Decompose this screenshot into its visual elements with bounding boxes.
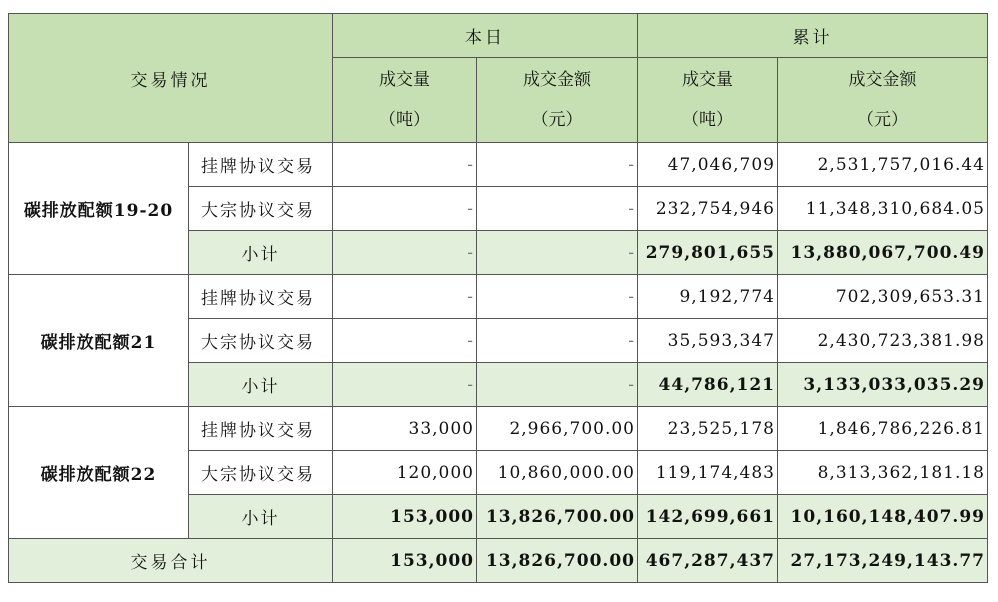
- volume-unit: （吨）: [379, 110, 430, 130]
- carbon-trading-table: [8, 13, 988, 583]
- trade-type: 大宗协议交易: [189, 451, 333, 495]
- grand-total-row: [9, 539, 988, 583]
- grand-total-label: 交易合计: [9, 539, 333, 583]
- total-cumulative-volume: 467,287,437: [638, 539, 778, 583]
- cumulative-volume: 142,699,661: [638, 495, 778, 539]
- subtotal-label: 小计: [189, 495, 333, 539]
- cumulative-volume: 44,786,121: [638, 363, 778, 407]
- cumulative-volume: 119,174,483: [638, 451, 778, 495]
- today-volume: -: [333, 187, 477, 231]
- today-volume: -: [333, 319, 477, 363]
- subtotal-label: 小计: [189, 231, 333, 275]
- amount-unit: （元）: [531, 110, 583, 130]
- cumulative-amount-header: [778, 58, 988, 143]
- today-volume: 153,000: [333, 495, 477, 539]
- today-amount: -: [477, 319, 638, 363]
- group-label: 碳排放配额22: [9, 407, 189, 539]
- table-row: [9, 143, 988, 187]
- today-amount: -: [477, 363, 638, 407]
- today-volume: -: [333, 231, 477, 275]
- today-amount-header: [477, 58, 638, 143]
- volume-label: 成交量: [682, 70, 733, 90]
- volume-unit: （吨）: [682, 110, 733, 130]
- cumulative-amount: 13,880,067,700.49: [778, 231, 988, 275]
- cumulative-amount: 11,348,310,684.05: [778, 187, 988, 231]
- today-amount: 13,826,700.00: [477, 495, 638, 539]
- cumulative-volume: 232,754,946: [638, 187, 778, 231]
- today-volume: -: [333, 275, 477, 319]
- volume-label: 成交量: [379, 70, 430, 90]
- cumulative-amount: 10,160,148,407.99: [778, 495, 988, 539]
- cumulative-volume: 279,801,655: [638, 231, 778, 275]
- cumulative-amount: 1,846,786,226.81: [778, 407, 988, 451]
- cumulative-volume: 23,525,178: [638, 407, 778, 451]
- trade-type: 挂牌协议交易: [189, 143, 333, 187]
- cumulative-volume: 47,046,709: [638, 143, 778, 187]
- today-volume-header: [333, 58, 477, 143]
- cumulative-volume: 35,593,347: [638, 319, 778, 363]
- total-today-amount: 13,826,700.00: [477, 539, 638, 583]
- today-volume: 33,000: [333, 407, 477, 451]
- cumulative-amount: 8,313,362,181.18: [778, 451, 988, 495]
- today-volume: -: [333, 143, 477, 187]
- total-today-volume: 153,000: [333, 539, 477, 583]
- cumulative-amount: 2,531,757,016.44: [778, 143, 988, 187]
- table-row: [9, 275, 988, 319]
- amount-unit: （元）: [857, 110, 908, 130]
- total-cumulative-amount: 27,173,249,143.77: [778, 539, 988, 583]
- trade-type: 大宗协议交易: [189, 319, 333, 363]
- today-amount: -: [477, 187, 638, 231]
- today-amount: 10,860,000.00: [477, 451, 638, 495]
- today-amount: -: [477, 143, 638, 187]
- amount-label: 成交金额: [523, 70, 591, 90]
- today-amount: -: [477, 275, 638, 319]
- cumulative-volume: 9,192,774: [638, 275, 778, 319]
- subtotal-label: 小计: [189, 363, 333, 407]
- cumulative-volume-header: [638, 58, 778, 143]
- cumulative-header: 累计: [638, 14, 988, 58]
- group-label: 碳排放配额19-20: [9, 143, 189, 275]
- trade-situation-header: 交易情况: [9, 14, 333, 143]
- cumulative-amount: 702,309,653.31: [778, 275, 988, 319]
- today-amount: 2,966,700.00: [477, 407, 638, 451]
- table-row: [9, 407, 988, 451]
- today-amount: -: [477, 231, 638, 275]
- header-row-1: [9, 14, 988, 58]
- today-volume: -: [333, 363, 477, 407]
- cumulative-amount: 2,430,723,381.98: [778, 319, 988, 363]
- group-label: 碳排放配额21: [9, 275, 189, 407]
- cumulative-amount: 3,133,033,035.29: [778, 363, 988, 407]
- amount-label: 成交金额: [848, 70, 917, 90]
- today-volume: 120,000: [333, 451, 477, 495]
- trade-type: 挂牌协议交易: [189, 407, 333, 451]
- trade-type: 大宗协议交易: [189, 187, 333, 231]
- trade-type: 挂牌协议交易: [189, 275, 333, 319]
- today-header: 本日: [333, 14, 638, 58]
